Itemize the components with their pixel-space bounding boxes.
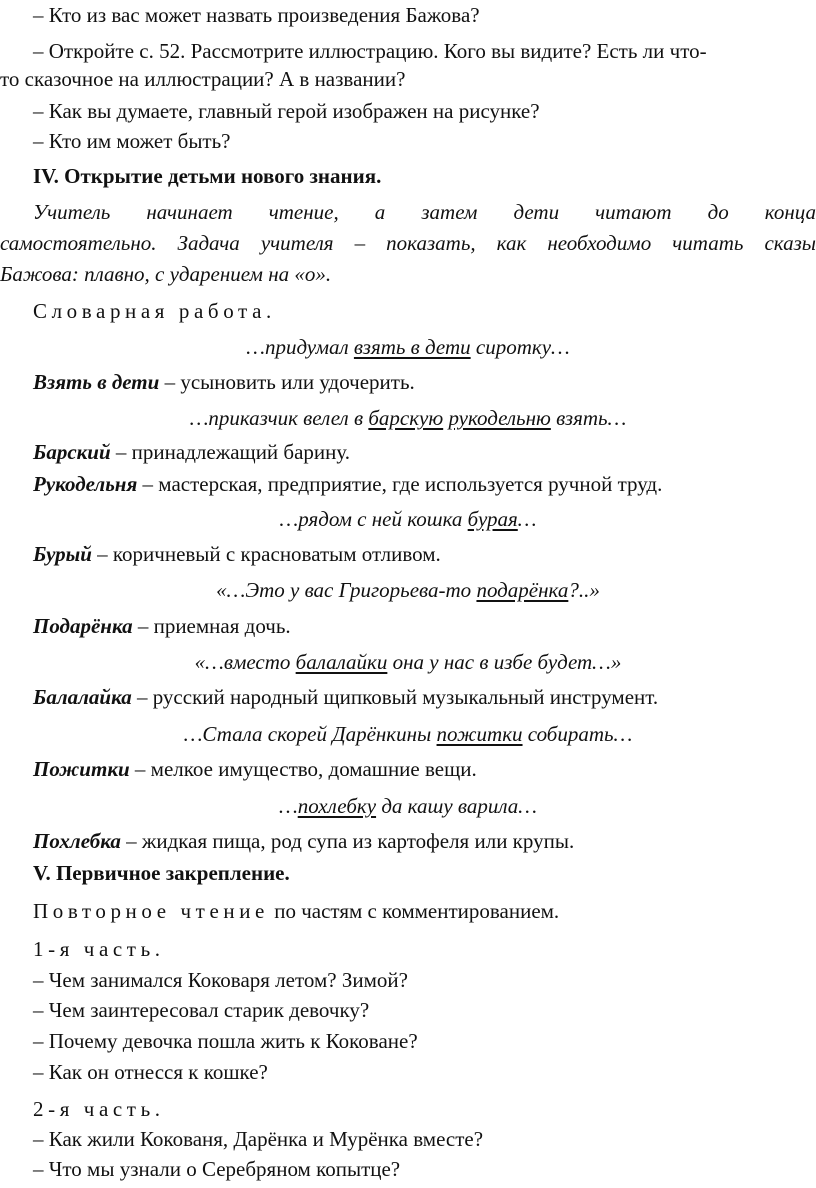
part-heading: 1-я часть.: [33, 937, 165, 961]
question-line-continued: то сказочное на иллюстрации? А в названии?: [0, 67, 406, 91]
question-line: – Как жили Кокованя, Дарёнка и Мурёнка вместе?: [33, 1127, 484, 1151]
vocab-heading: Словарная работа.: [33, 299, 276, 323]
question-line: – Чем заинтересовал старик девочку?: [33, 998, 370, 1022]
question-line: – Как вы думаете, главный герой изображен на рисунке?: [33, 99, 540, 123]
vocab-word: рукодельню: [448, 406, 551, 430]
vocab-example: …Стала скорей Дарёнкины пожитки собирать…: [183, 722, 633, 746]
vocab-term: Взять в дети: [33, 370, 160, 394]
reread-line: Повторное чтение по частям с комментированием.: [33, 899, 560, 923]
vocab-example: …придумал взять в дети сиротку…: [246, 335, 570, 359]
vocab-term: Балалайка: [33, 685, 132, 709]
vocab-term: Барский: [33, 440, 111, 464]
teacher-instruction: самостоятельно. Задача учителя – показать, как необходимо читать сказы: [0, 231, 816, 255]
vocab-example: …похлебку да кашу варила…: [279, 794, 537, 818]
vocab-definition: Бурый – коричневый с красноватым отливом.: [33, 542, 441, 566]
vocab-definition: Взять в дети – усыновить или удочерить.: [33, 370, 415, 394]
question-line: – Кто им может быть?: [33, 129, 231, 153]
question-line: – Как он отнесся к кошке?: [33, 1060, 268, 1084]
vocab-term: Пожитки: [33, 757, 130, 781]
vocab-word: подарёнка: [476, 578, 569, 602]
teacher-instruction: Учитель начинает чтение, а затем дети читают до конца: [33, 200, 816, 224]
section-heading: V. Первичное закрепление.: [33, 861, 290, 885]
reread-spaced: Повторное чтение: [33, 899, 269, 923]
vocab-definition: Балалайка – русский народный щипковый музыкальный инструмент.: [33, 685, 659, 709]
vocab-definition: Подарёнка – приемная дочь.: [33, 614, 291, 638]
vocab-definition: Похлебка – жидкая пища, род супа из картофеля или крупы.: [33, 829, 575, 853]
section-heading: IV. Открытие детьми нового знания.: [33, 164, 382, 188]
vocab-definition: Пожитки – мелкое имущество, домашние вещи.: [33, 757, 477, 781]
vocab-word: барскую: [368, 406, 444, 430]
vocab-word: бурая: [467, 507, 518, 531]
vocab-example: «…вместо балалайки она у нас в избе будет…»: [194, 650, 622, 674]
vocab-definition: Рукодельня – мастерская, предприятие, где используется ручной труд.: [33, 472, 663, 496]
question-line: – Что мы узнали о Серебряном копытце?: [33, 1157, 401, 1181]
question-line: – Чем занимался Коковаря летом? Зимой?: [33, 968, 408, 992]
vocab-example: …приказчик велел в барскую рукодельню взять…: [189, 406, 627, 430]
teacher-instruction: Бажова: плавно, с ударением на «о».: [0, 262, 332, 286]
part-heading: 2-я часть.: [33, 1097, 165, 1121]
vocab-word: балалайки: [295, 650, 388, 674]
vocab-example: …рядом с ней кошка бурая…: [279, 507, 537, 531]
vocab-term: Подарёнка: [33, 614, 133, 638]
question-line: – Почему девочка пошла жить к Коковане?: [33, 1029, 418, 1053]
vocab-term: Похлебка: [33, 829, 121, 853]
vocab-word: пожитки: [436, 722, 523, 746]
vocab-term: Бурый: [33, 542, 92, 566]
vocab-term: Рукодельня: [33, 472, 138, 496]
vocab-word: похлебку: [297, 794, 377, 818]
vocab-definition: Барский – принадлежащий барину.: [33, 440, 351, 464]
vocab-word: взять в дети: [353, 335, 471, 359]
question-line: – Кто из вас может назвать произведения Бажова?: [33, 3, 480, 27]
vocab-example: «…Это у вас Григорьева-то подарёнка?..»: [216, 578, 600, 602]
question-line: – Откройте с. 52. Рассмотрите иллюстрацию. Кого вы видите? Есть ли что-: [33, 39, 707, 63]
